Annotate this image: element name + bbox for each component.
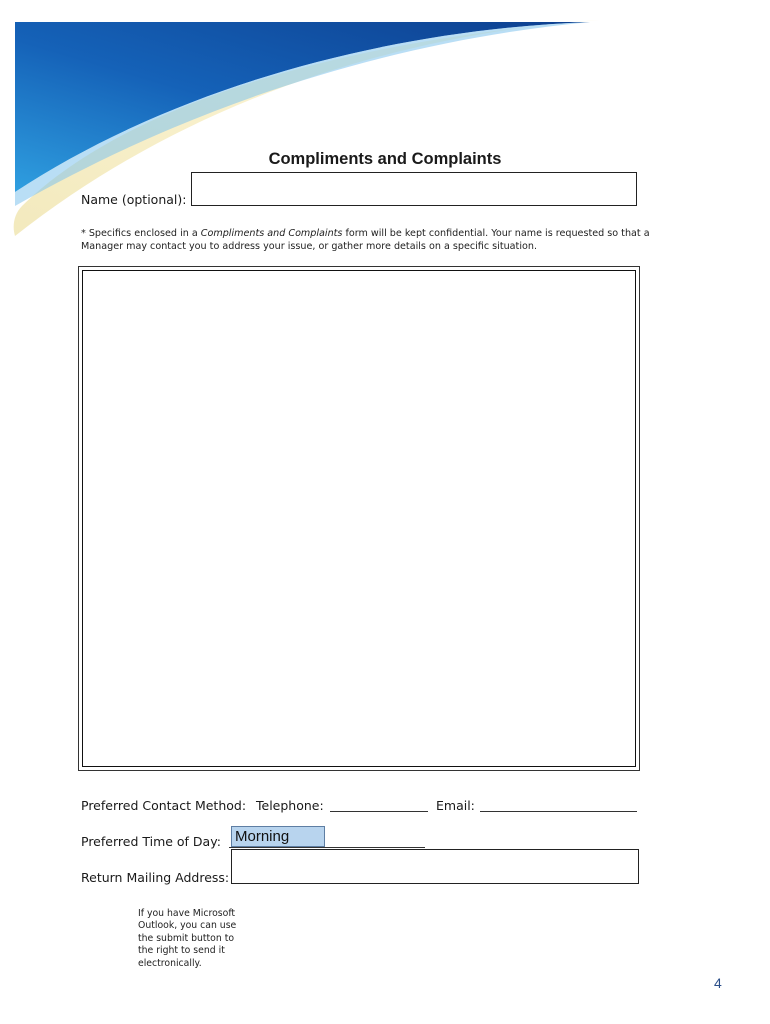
time-of-day-label: Preferred Time of Day: xyxy=(81,834,221,849)
email-label: Email: xyxy=(436,798,475,813)
form-title: Compliments and Complaints xyxy=(268,150,502,168)
telephone-label: Telephone: xyxy=(256,798,324,813)
note-prefix: * Specifics enclosed in a xyxy=(81,228,201,239)
email-field[interactable] xyxy=(480,811,637,812)
name-label: Name (optional): xyxy=(81,192,187,207)
header-swoosh-graphic xyxy=(0,0,770,260)
time-of-day-select[interactable]: Morning xyxy=(231,826,325,847)
mailing-address-label: Return Mailing Address: xyxy=(81,870,230,885)
name-input[interactable] xyxy=(191,172,637,206)
time-of-day-underline xyxy=(229,847,425,848)
comments-textarea[interactable] xyxy=(78,266,640,771)
outlook-instructions: If you have Microsoft Outlook, you can use the submit button to the right to send it electronically. xyxy=(138,908,237,969)
note-form-name: Compliments and Complaints xyxy=(200,228,343,239)
contact-method-label: Preferred Contact Method: xyxy=(81,798,247,813)
page-number: 4 xyxy=(714,975,722,991)
note-suffix: form will be kept confidential. Your name is requested so that a Manager may contact you to address your issue, or gather more details on a specific situation. xyxy=(81,228,650,252)
mailing-address-input[interactable] xyxy=(231,849,639,884)
comments-textarea-inner-border xyxy=(82,270,636,767)
telephone-field[interactable] xyxy=(330,811,428,812)
confidentiality-note xyxy=(81,227,661,253)
